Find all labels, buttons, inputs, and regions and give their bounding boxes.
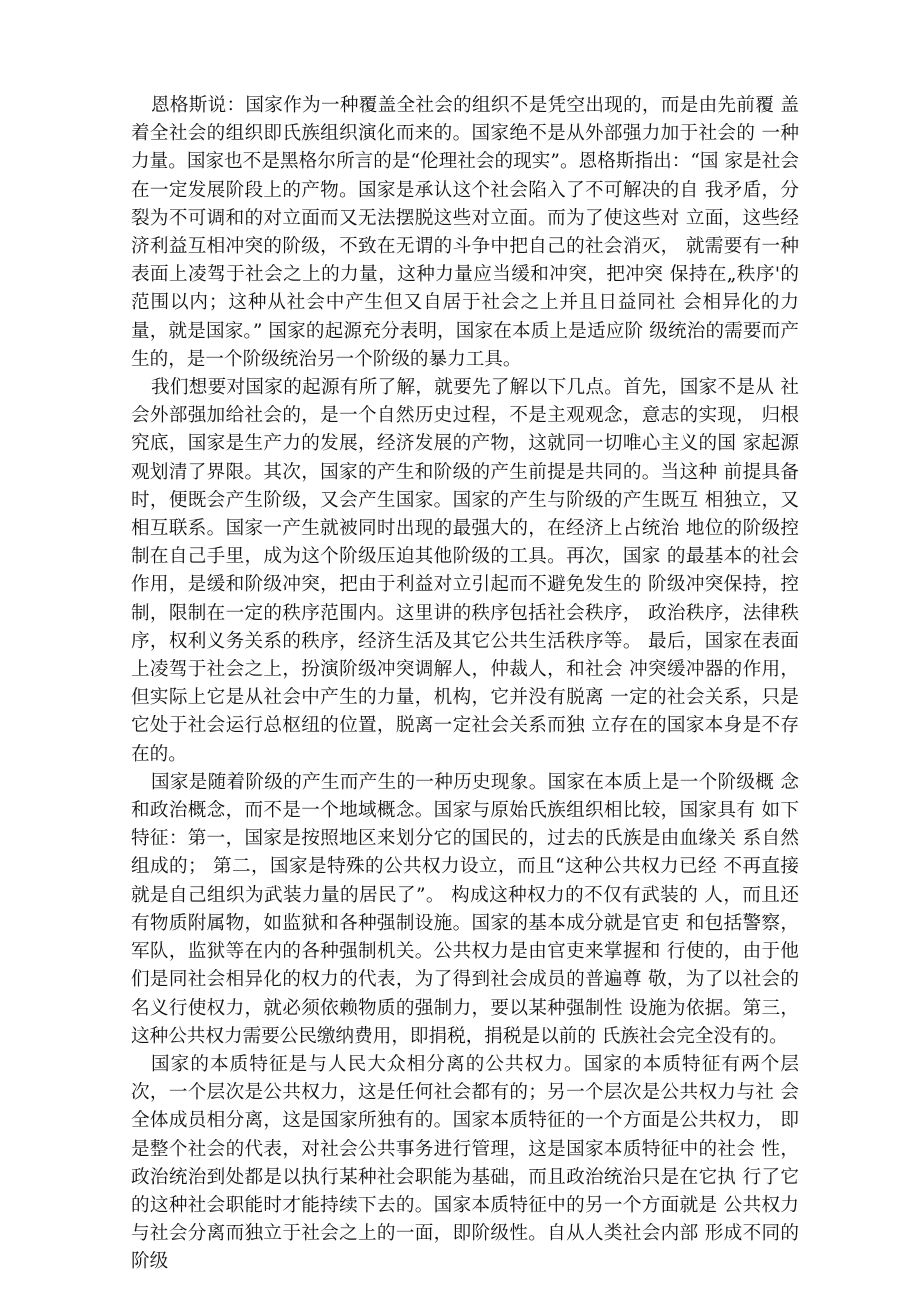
paragraph-engels-origin: 恩格斯说：国家作为一种覆盖全社会的组织不是凭空出现的，而是由先前覆 盖着全社会的组织即氏族组织演化而来的。国家绝不是从外部强力加于社会的 一种力量。国家也不是黑格尔所言的是“伦理社会的现实”。恩格斯指出：“国 家是社会在一定发展阶段上的产物。国家是承认这个社会陷入了不可解决的自 我矛盾，分裂为不可调和的对立面而又无法摆脱这些对立面。而为了使这些对 立面，这些经济利益互相冲突的阶级，不致在无谓的斗争中把自己的社会消灭， 就需要有一种表面上凌驾于社会之上的力量，这种力量应当缓和冲突，把冲突 保持在„秩序'的范围以内；这种从社会中产生但又自居于社会之上并且日益同社 会相异化的力量，就是国家。” 国家的起源充分表明，国家在本质上是适应阶 级统治的需要而产生的，是一个阶级统治另一个阶级的暴力工具。 [131,95,799,370]
paragraph-essential-characteristics: 国家的本质特征是与人民大众相分离的公共权力。国家的本质特征有两个层 次，一个层次是公共权力，这是任何社会都有的；另一个层次是公共权力与社 会全体成员相分离，这是国家所独有的。国家本质特征的一个方面是公共权力， 即是整个社会的代表，对社会公共事务进行管理，这是国家本质特征中的社会 性，政治统治到处都是以执行某种社会职能为基础，而且政治统治只是在它执 行了它的这种社会职能时才能持续下去的。国家本质特征中的另一个方面就是 公共权力与社会分离而独立于社会之上的一面，即阶级性。自从人类社会内部 形成不同的阶级 [131,1053,799,1273]
paragraph-state-features: 国家是随着阶级的产生而产生的一种历史现象。国家在本质上是一个阶级概 念和政治概念，而不是一个地域概念。国家与原始氏族组织相比较，国家具有 如下特征：第一，国家是按照地区来划分它的国民的，过去的氏族是由血缘关 系自然组成的； 第二，国家是特殊的公共权力设立，而且“这种公共权力已经 不再直接就是自己组织为武装力量的居民了”。 构成这种权力的不仅有武装的 人，而且还有物质附属物，如监狱和各种强制设施。国家的基本成分就是官吏 和包括警察，军队，监狱等在内的各种强制机关。公共权力是由官吏来掌握和 行使的，由于他们是同社会相异化的权力的代表，为了得到社会成员的普遍尊 敬，为了以社会的名义行使权力，就必须依赖物质的强制力，要以某种强制性 设施为依据。第三，这种公共权力需要公民缴纳费用，即捐税，捐税是以前的 氏族社会完全没有的。 [131,771,799,1047]
paragraph-understanding-origin: 我们想要对国家的起源有所了解，就要先了解以下几点。首先，国家不是从 社会外部强加给社会的，是一个自然历史过程，不是主观观念，意志的实现， 归根究底，国家是生产力的发展，经济发展的产物，这就同一切唯心主义的国 家起源观划清了界限。其次，国家的产生和阶级的产生前提是共同的。当这种 前提具备时，便既会产生阶级，又会产生国家。国家的产生与阶级的产生既互 相独立，又相互联系。国家一产生就被同时出现的最强大的，在经济上占统治 地位的阶级控制在自己手里，成为这个阶级压迫其他阶级的工具。再次，国家 的最基本的社会作用，是缓和阶级冲突，把由于利益对立引起而不避免发生的 阶级冲突保持，控制，限制在一定的秩序范围内。这里讲的秩序包括社会秩序， 政治秩序，法律秩序，权利义务关系的秩序，经济生活及其它公共生活秩序等。 最后，国家在表面上凌驾于社会之上，扮演阶级冲突调解人，仲裁人，和社会 冲突缓冲器的作用，但实际上它是从社会中产生的力量，机构，它并没有脱离 一定的社会关系，只是它处于社会运行总枢纽的位置，脱离一定社会关系而独 立存在的国家本身是不存在的。 [131,377,799,765]
document-page [131,92,799,1277]
